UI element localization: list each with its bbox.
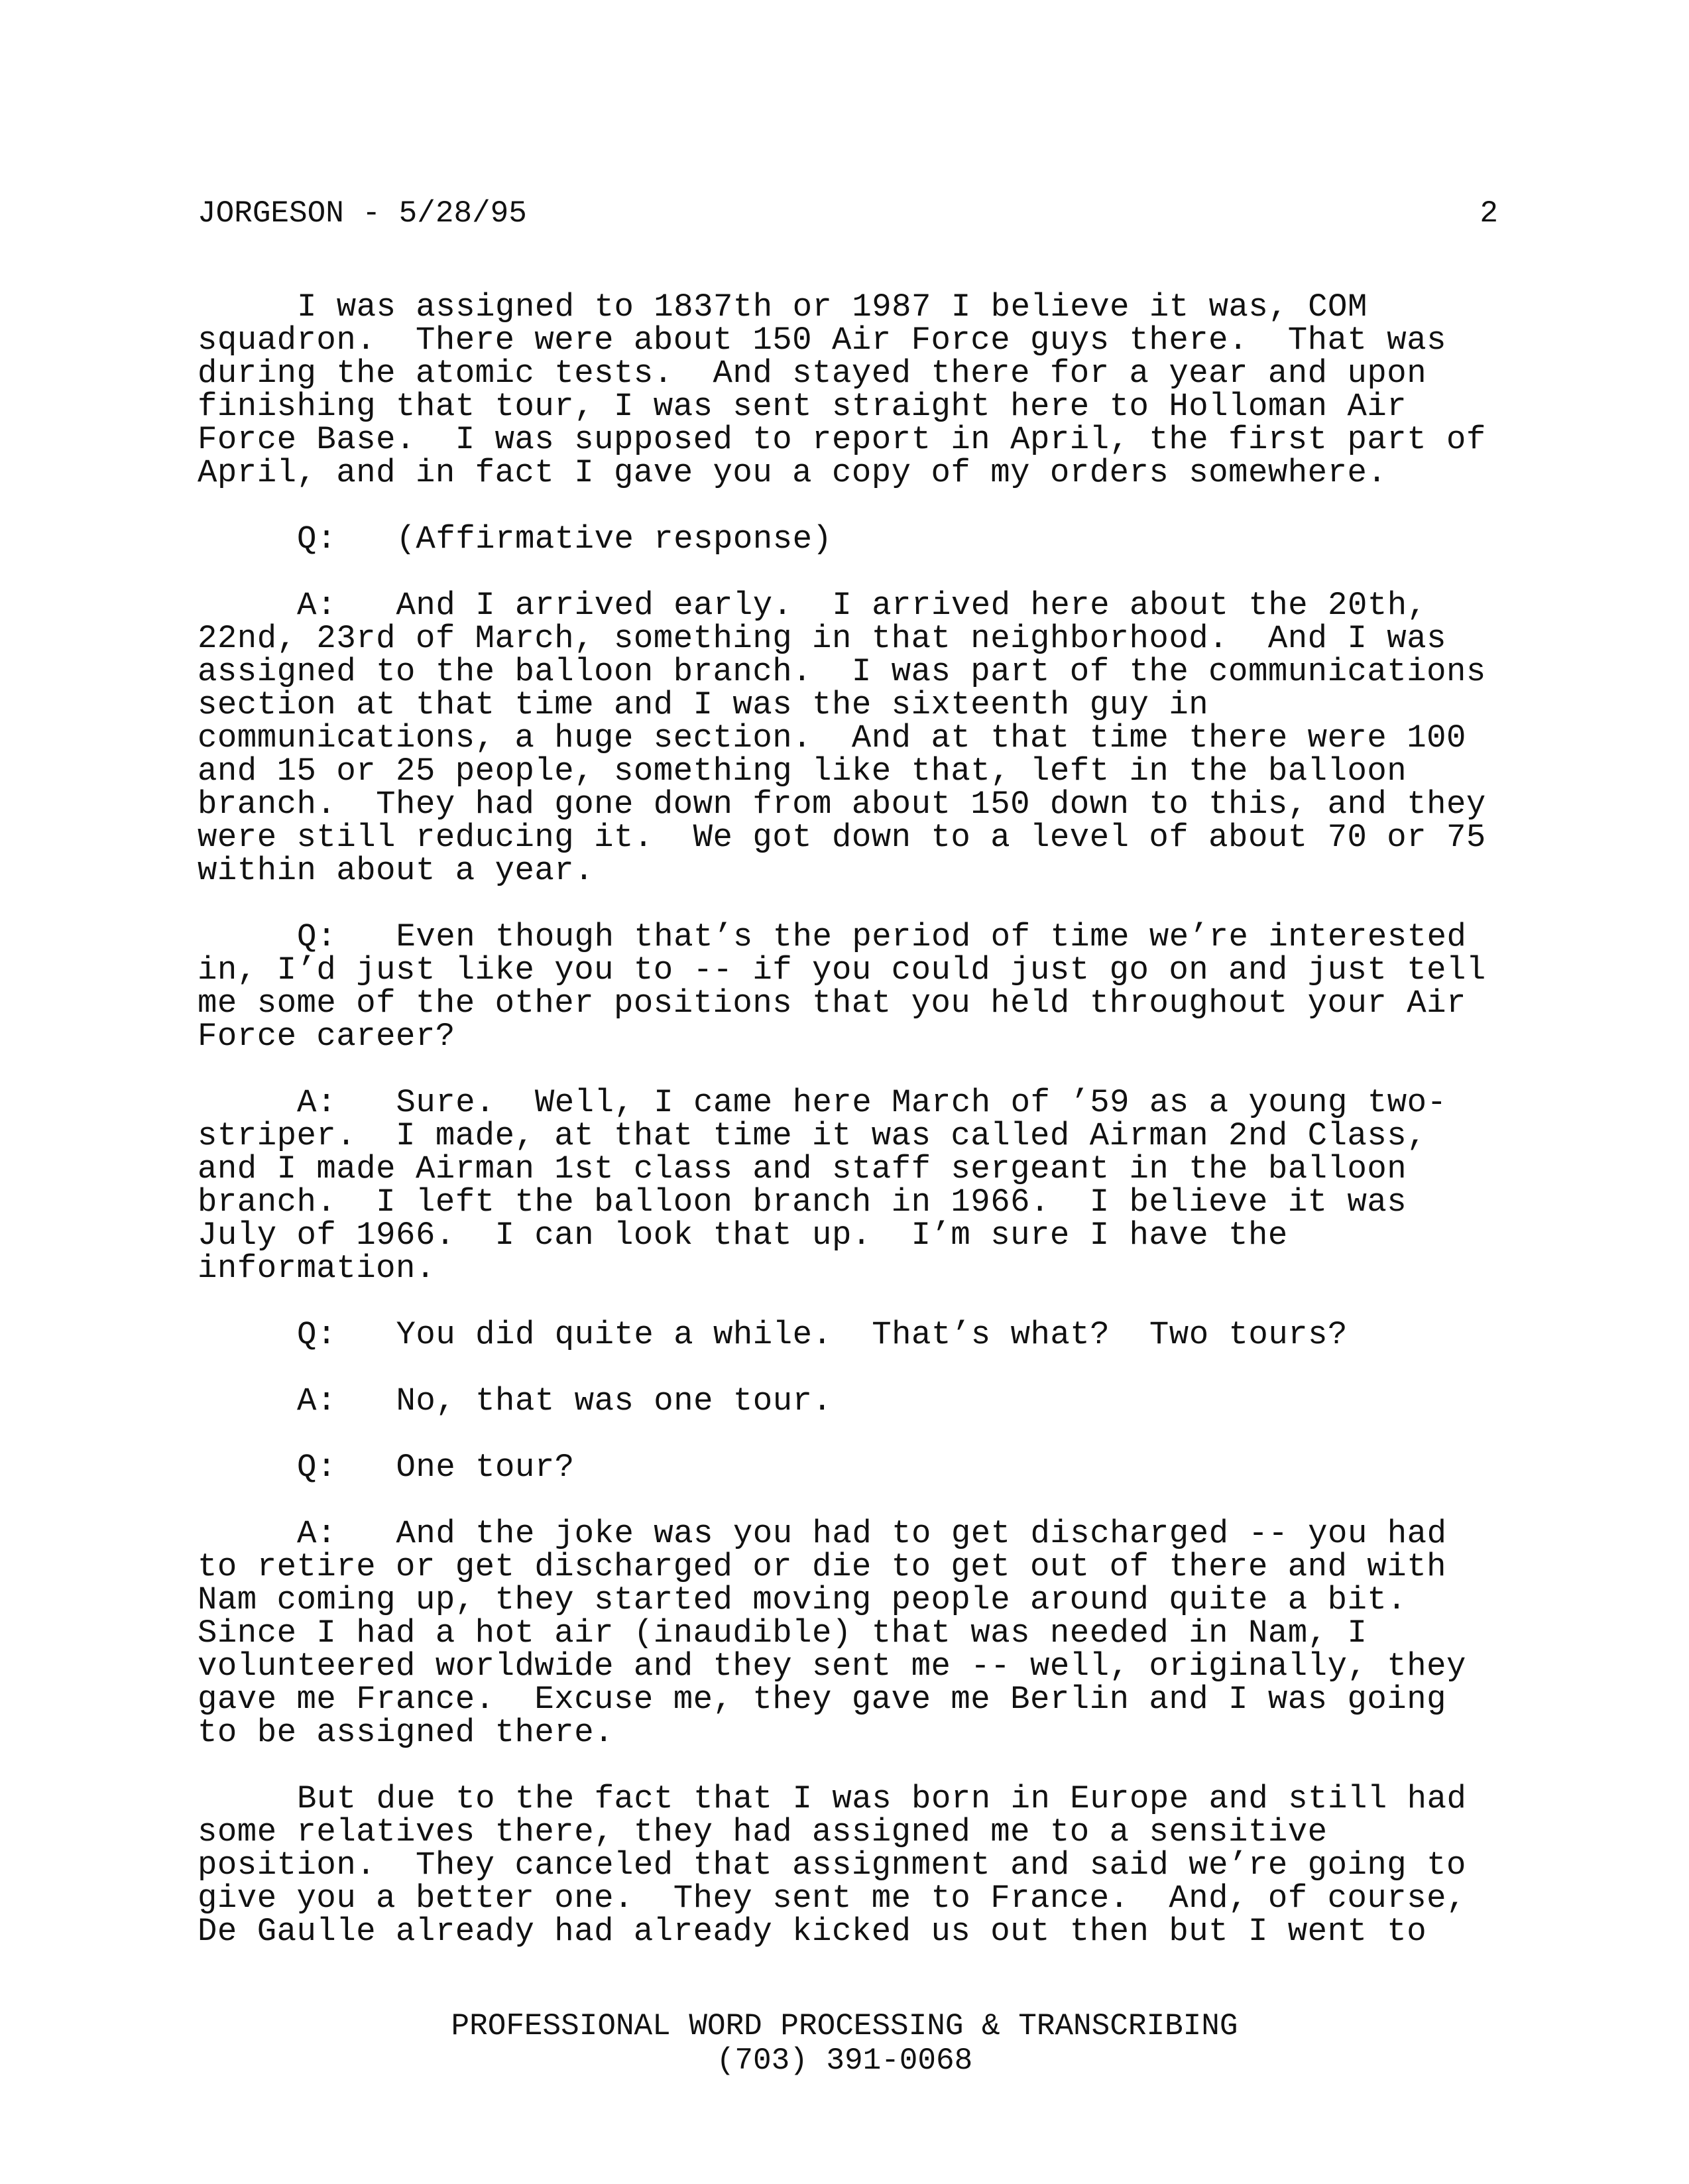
text-line: A: Sure. Well, I came here March of ’59 as a young two-	[297, 1084, 1447, 1121]
paragraph	[198, 1782, 1498, 1948]
text-line: Q: You did quite a while. That’s what? Two tours?	[297, 1316, 1348, 1353]
text-line: A: And I arrived early. I arrived here about the 20th,	[297, 587, 1427, 624]
text-line: A: No, that was one tour.	[297, 1382, 833, 1420]
paragraph	[198, 1318, 1498, 1351]
text-line: information.	[198, 1250, 436, 1287]
text-line: branch. I left the balloon branch in 1966. I believe it was	[198, 1183, 1407, 1221]
text-line: Nam coming up, they started moving people around quite a bit.	[198, 1581, 1407, 1618]
footer-company: PROFESSIONAL WORD PROCESSING & TRANSCRIBING	[451, 2009, 1238, 2043]
text-line: De Gaulle already had already kicked us out then but I went to	[198, 1913, 1427, 1950]
paragraph	[198, 589, 1498, 887]
text-line: me some of the other positions that you held throughout your Air	[198, 985, 1466, 1022]
text-line: gave me France. Excuse me, they gave me Berlin and I was going	[198, 1681, 1447, 1718]
header-title: JORGESON - 5/28/95	[198, 196, 527, 231]
text-line: and I made Airman 1st class and staff sergeant in the balloon	[198, 1150, 1407, 1187]
text-line: July of 1966. I can look that up. I’m sure I have the	[198, 1217, 1288, 1254]
text-line: section at that time and I was the sixteenth guy in	[198, 686, 1209, 723]
text-line: Q: One tour?	[297, 1449, 575, 1486]
page-header	[198, 194, 1498, 233]
text-line: communications, a huge section. And at that time there were 100	[198, 719, 1466, 757]
text-line: April, and in fact I gave you a copy of my orders somewhere.	[198, 454, 1387, 491]
text-line: Q: Even though that’s the period of time we’re interested	[297, 918, 1467, 955]
text-line: Force Base. I was supposed to report in April, the first part of	[198, 421, 1486, 458]
text-line: I was assigned to 1837th or 1987 I believe it was, COM	[297, 288, 1368, 326]
paragraph	[198, 1451, 1498, 1484]
text-line: to be assigned there.	[198, 1714, 614, 1751]
paragraph	[198, 1384, 1498, 1418]
paragraph	[198, 1517, 1498, 1749]
paragraph	[198, 920, 1498, 1053]
text-line: volunteered worldwide and they sent me -- well, originally, they	[198, 1648, 1466, 1685]
paragraph	[198, 1086, 1498, 1285]
page-footer	[0, 2009, 1689, 2078]
text-line: some relatives there, they had assigned me to a sensitive	[198, 1813, 1328, 1850]
text-line: assigned to the balloon branch. I was part of the communications	[198, 653, 1486, 690]
text-line: Q: (Affirmative response)	[297, 520, 833, 558]
text-line: Since I had a hot air (inaudible) that was needed in Nam, I	[198, 1614, 1368, 1652]
text-line: during the atomic tests. And stayed there for a year and upon	[198, 355, 1427, 392]
text-line: were still reducing it. We got down to a level of about 70 or 75	[198, 819, 1486, 856]
paragraph	[198, 290, 1498, 489]
text-line: finishing that tour, I was sent straight here to Holloman Air	[198, 388, 1407, 425]
footer-phone: (703) 391-0068	[716, 2043, 973, 2078]
text-line: But due to the fact that I was born in Europe and still had	[297, 1780, 1467, 1817]
text-line: in, I’d just like you to -- if you could just go on and just tell	[198, 951, 1486, 989]
text-line: to retire or get discharged or die to get out of there and with	[198, 1548, 1447, 1585]
text-line: A: And the joke was you had to get discharged -- you had	[297, 1515, 1447, 1552]
text-line: striper. I made, at that time it was called Airman 2nd Class,	[198, 1117, 1427, 1154]
text-line: and 15 or 25 people, something like that, left in the balloon	[198, 753, 1407, 790]
text-line: Force career?	[198, 1018, 455, 1055]
text-line: within about a year.	[198, 852, 595, 889]
paragraph	[198, 522, 1498, 556]
text-line: give you a better one. They sent me to France. And, of course,	[198, 1880, 1466, 1917]
text-line: position. They canceled that assignment and said we’re going to	[198, 1847, 1466, 1884]
text-line: squadron. There were about 150 Air Force guys there. That was	[198, 322, 1447, 359]
text-line: branch. They had gone down from about 150 down to this, and they	[198, 786, 1486, 823]
text-line: 22nd, 23rd of March, something in that neighborhood. And I was	[198, 620, 1447, 657]
transcript-body	[198, 290, 1498, 1981]
page-number: 2	[1480, 196, 1498, 231]
